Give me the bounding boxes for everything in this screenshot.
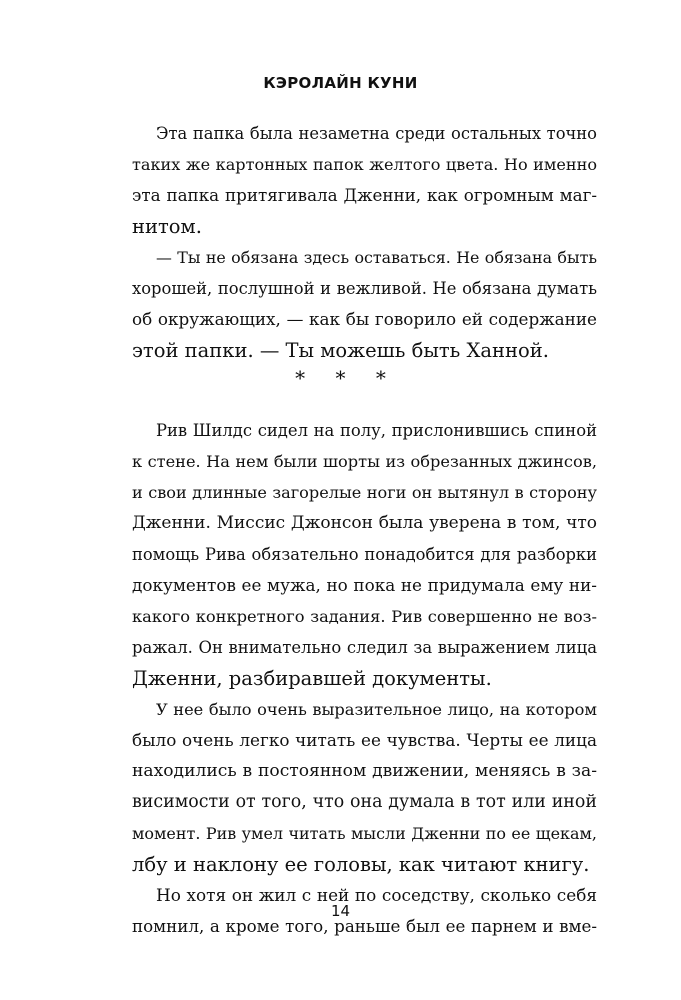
text-line: нитом. xyxy=(132,215,202,238)
text-line: хорошей, послушной и вежливой. Не обязана думать xyxy=(132,279,597,298)
section-separator: * * * xyxy=(295,366,398,390)
text-line: — Ты не обязана здесь оставаться. Не обязана быть xyxy=(156,248,597,267)
text-line: Эта папка была незаметна среди остальных точно xyxy=(156,124,597,143)
text-line: Но хотя он жил с ней по соседству, сколько себя xyxy=(156,885,597,905)
text-line: лбу и наклону ее головы, как читают книгу. xyxy=(132,853,590,876)
running-header: КЭРОЛАЙН КУНИ xyxy=(263,74,418,92)
text-line: эта папка притягивала Дженни, как огромным маг- xyxy=(132,185,597,205)
page-number: 14 xyxy=(330,902,351,920)
text-line: помощь Рива обязательно понадобится для разборки xyxy=(132,545,597,564)
text-line: ражал. Он внимательно следил за выражением лица xyxy=(132,638,597,657)
text-line: Рив Шилдс сидел на полу, прислонившись спиной xyxy=(156,421,597,440)
text-line: висимости от того, что она думала в тот или иной xyxy=(132,792,597,812)
text-line: к стене. На нем были шорты из обрезанных джинсов, xyxy=(132,452,597,471)
text-line: Дженни, разбиравшей документы. xyxy=(132,667,492,690)
text-line: и свои длинные загорелые ноги он вытянул в сторону xyxy=(132,483,597,502)
text-line: этой папки. — Ты можешь быть Ханной. xyxy=(132,339,549,362)
text-line: было очень легко читать ее чувства. Черты ее лица xyxy=(132,730,597,750)
text-line: Дженни. Миссис Джонсон была уверена в том, что xyxy=(132,513,597,533)
text-line: документов ее мужа, но пока не придумала ему ни- xyxy=(132,575,597,595)
text-line: находились в постоянном движении, меняясь в за- xyxy=(132,761,597,781)
text-line: помнил, а кроме того, раньше был ее парнем и вме- xyxy=(132,916,597,936)
text-line: об окружающих, — как бы говорило ей содержание xyxy=(132,309,597,329)
text-line: У нее было очень выразительное лицо, на котором xyxy=(156,700,597,719)
text-line: момент. Рив умел читать мысли Дженни по ее щекам, xyxy=(132,824,597,843)
text-line: какого конкретного задания. Рив совершенно не воз- xyxy=(132,607,597,626)
text-line: таких же картонных папок желтого цвета. Но именно xyxy=(132,155,597,174)
